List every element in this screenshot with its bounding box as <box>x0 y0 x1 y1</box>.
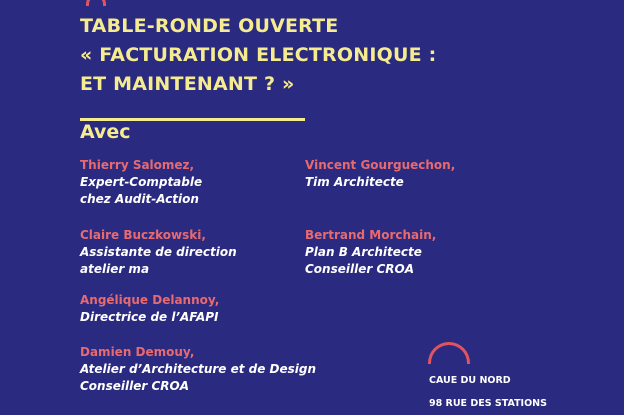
speaker-role: Directrice de l’AFAPI <box>80 310 219 324</box>
speaker-thierry-salomez <box>80 157 202 208</box>
decorative-arc-top <box>86 0 106 6</box>
speaker-role: Plan B Architecte <box>305 245 422 259</box>
title-line-3: ET MAINTENANT ? » <box>80 73 295 95</box>
speaker-claire-buczkowski <box>80 227 237 278</box>
speaker-damien-demouy <box>80 344 316 395</box>
speaker-role: Expert-Comptable <box>80 175 203 189</box>
venue-address: 98 RUE DES STATIONS <box>429 398 547 409</box>
decorative-arc-bottom <box>428 342 470 364</box>
speaker-name: Thierry Salomez, <box>80 158 195 172</box>
speaker-name: Damien Demouy, <box>80 345 195 359</box>
title-line-2: « FACTURATION ELECTRONIQUE : <box>80 44 437 66</box>
speaker-bertrand-morchain <box>305 227 436 278</box>
event-title <box>80 12 436 99</box>
speaker-vincent-gourguechon <box>305 157 455 191</box>
speaker-name: Bertrand Morchain, <box>305 228 437 242</box>
speaker-name: Vincent Gourguechon, <box>305 158 456 172</box>
speaker-role: Assistante de direction <box>80 245 237 259</box>
speaker-role: Conseiller CROA <box>80 379 189 393</box>
speaker-role: chez Audit-Action <box>80 192 199 206</box>
speaker-role: Tim Architecte <box>305 175 404 189</box>
title-line-1: TABLE-RONDE OUVERTE <box>80 15 339 37</box>
speaker-name: Angélique Delannoy, <box>80 293 220 307</box>
speaker-angelique-delannoy <box>80 292 219 326</box>
speaker-name: Claire Buczkowski, <box>80 228 206 242</box>
venue-name: CAUE DU NORD <box>429 375 511 386</box>
speaker-role: atelier ma <box>80 262 150 276</box>
speaker-role: Conseiller CROA <box>305 262 414 276</box>
avec-heading: Avec <box>80 121 131 143</box>
speaker-role: Atelier d’Architecture et de Design <box>80 362 317 376</box>
